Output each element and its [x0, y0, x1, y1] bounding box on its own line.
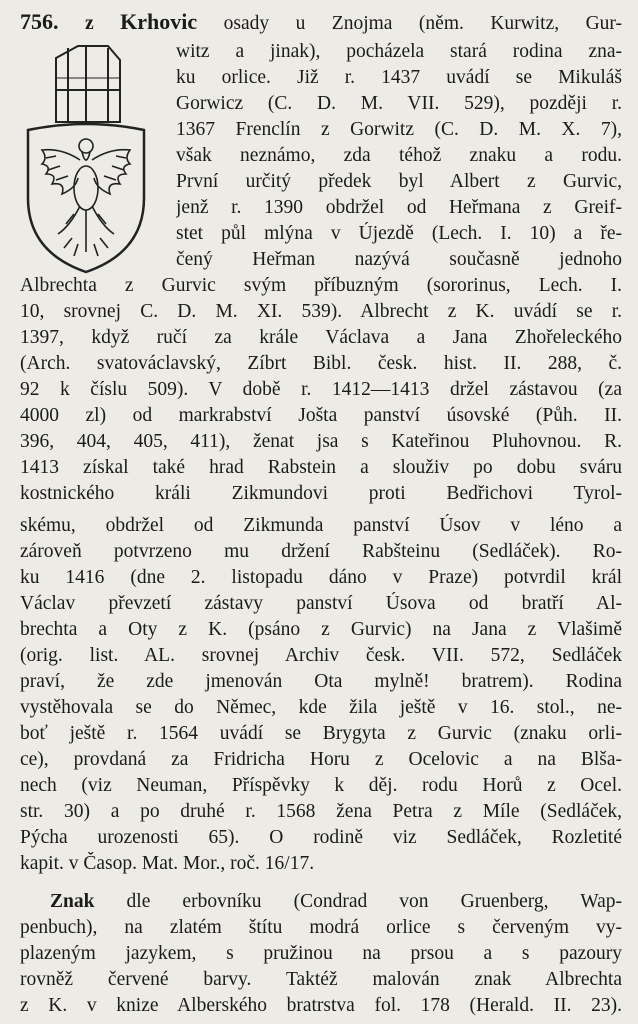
coat-of-arms-image — [22, 38, 150, 276]
text-line: dle erbovníku (Condrad von Gruenberg, Wap- — [126, 891, 622, 912]
znak-label: Znak — [50, 891, 95, 912]
text-line: Albrechta z Gurvic svým příbuzným (sororinus, Lech. I. — [20, 275, 622, 296]
text-line: rovněž červené barvy. Taktéž malován znak Albrechta — [20, 969, 622, 990]
text-line: osady u Znojma (něm. Kurwitz, Gur- — [223, 13, 622, 34]
text-line: vystěhovala se do Němec, kde žila ještě v 16. stol., ne- — [20, 697, 622, 718]
text-line: zároveň potvrzeno mu držení Rabšteinu (Sedláček). Ro- — [20, 541, 622, 562]
text-line: Gorwicz (C. D. M. VII. 529), později r. — [176, 93, 622, 114]
znak-first-line — [50, 890, 622, 914]
text-line: (Arch. svatováclavský, Zíbrt Bibl. česk. hist. II. 288, č. — [20, 353, 622, 374]
text-line: stet půl mlýna v Újezdě (Lech. I. 10) a ře- — [176, 223, 622, 244]
text-line: však neznámo, zda téhož znaku a rodu. — [176, 145, 622, 166]
text-line: plazeným jazykem, s pružinou na prsou a s pazoury — [20, 943, 622, 964]
entry-prefix: z — [84, 13, 94, 34]
text-line: witz a jinak), pocházela stará rodina zna- — [176, 41, 622, 62]
text-line: čený Heřman nazývá současně jednoho — [176, 249, 622, 270]
text-line: 1413 získal také hrad Rabstein a slouživ po dobu sváru — [20, 457, 622, 478]
text-line: skému, obdržel od Zikmunda panství Úsov v léno a — [20, 515, 622, 536]
text-line: str. 30) a po druhé r. 1568 žena Petra z Míle (Sedláček, — [20, 801, 622, 822]
text-line: nech (viz Neuman, Příspěvky k děj. rodu Horů z Ocel. — [20, 775, 622, 796]
text-line: penbuch), na zlatém štítu modrá orlice s červeným vy- — [20, 917, 622, 938]
entry-name: Krhovic — [120, 10, 198, 34]
text-line: boť ještě r. 1564 uvádí se Brygyta z Gurvic (znaku orli- — [20, 723, 622, 744]
text-line: Václav převzetí zástavy panství Úsova od bratří Al- — [20, 593, 622, 614]
helmet-icon — [56, 46, 120, 122]
text-line: 10, srovnej C. D. M. XI. 539). Albrecht z K. uvádí se r. — [20, 301, 622, 322]
text-line: 1367 Frenclín z Gorwitz (C. D. M. X. 7), — [176, 119, 622, 140]
entry-header-line — [20, 10, 622, 34]
text-line: praví, že zde jmenován Ota mylně! bratrem). Rodina — [20, 671, 622, 692]
text-line: z K. v knize Alberského bratrstva fol. 178 (Herald. II. 23). — [20, 995, 622, 1016]
text-line: jenž r. 1390 obdržel od Heřmana z Greif- — [176, 197, 622, 218]
text-line: 92 k číslu 509). V době r. 1412—1413 držel zástavou (za — [20, 379, 622, 400]
text-line: 1397, když ručí za krále Václava a Jana Zhořeleckého — [20, 327, 622, 348]
text-line: kostnického králi Zikmundovi proti Bedřichovi Tyrol- — [20, 483, 622, 504]
text-line: První určitý předek byl Albert z Gurvic, — [176, 171, 622, 192]
text-line: (orig. list. AL. srovnej Archiv česk. VII. 572, Sedláček — [20, 645, 622, 666]
entry-number: 756. — [20, 10, 59, 34]
text-line: brechta a Oty z K. (psáno z Gurvic) na Jana z Vlašimě — [20, 619, 622, 640]
text-line: 396, 404, 405, 411), ženat jsa s Kateřinou Pluhovnou. R. — [20, 431, 622, 452]
text-line: Pýcha urozenosti 65). O rodině viz Sedláček, Rozletité — [20, 827, 622, 848]
eagle-icon — [42, 139, 130, 256]
text-line: kapit. v Časop. Mat. Mor., roč. 16/17. — [20, 853, 315, 874]
text-line: ku 1416 (dne 2. listopadu dáno v Praze) potvrdil král — [20, 567, 622, 588]
text-line: ku orlice. Již r. 1437 uvádí se Mikuláš — [176, 67, 622, 88]
text-line: 4000 zl) od markrabství Jošta panství úsovské (Půh. II. — [20, 405, 622, 426]
text-line: ce), provdaná za Fridricha Horu z Ocelovic a na Blša- — [20, 749, 622, 770]
